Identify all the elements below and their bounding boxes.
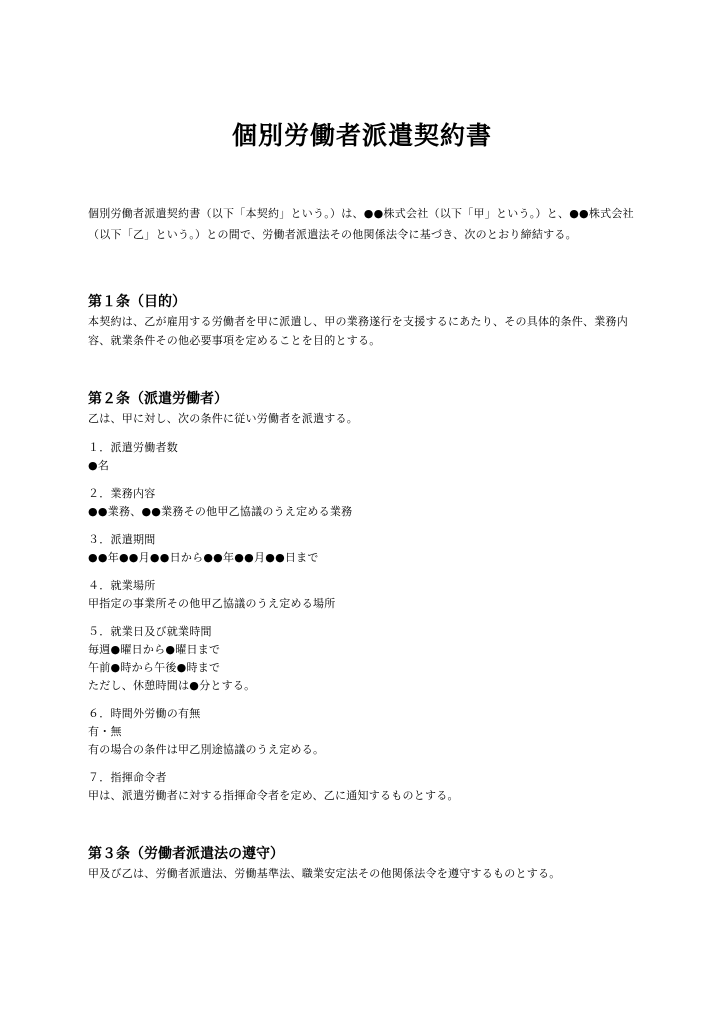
item-title: ３．派遣期間 [88,533,156,546]
item-line: ●●年●●月●●日から●●年●●月●●日まで [88,551,319,564]
article-3-body: 甲及び乙は、労働者派遣法、労働基準法、職業安定法その他関係法令を遵守するものとする。 [88,867,561,880]
item-title: ５．就業日及び就業時間 [88,625,212,638]
item-line: 毎週●曜日から●曜日まで [88,643,221,656]
item-title: ２．業務内容 [88,487,156,500]
article-2-item-7 [88,769,636,805]
item-line: 有・無 [88,725,122,738]
article-2-heading: 第２条（派遣労働者） [88,391,228,407]
article-2-item-1 [88,439,636,475]
item-line: ただし、休憩時間は●分とする。 [88,679,256,692]
item-line: 午前●時から午後●時まで [88,661,221,674]
item-line: 甲指定の事業所その他甲乙協議のうえ定める場所 [88,597,336,610]
document-title: 個別労働者派遣契約書 [231,121,492,150]
article-1-heading: 第１条（目的） [88,294,186,310]
item-line: ●●業務、●●業務その他甲乙協議のうえ定める業務 [88,505,353,518]
article-2-body: 乙は、甲に対し、次の条件に従い労働者を派遣する。 [88,412,358,425]
article-2-item-4 [88,577,636,613]
article-3 [88,844,636,883]
article-2 [88,389,636,805]
article-2-item-5 [88,623,636,695]
intro-paragraph: 個別労働者派遣契約書（以下「本契約」という。）は、●●株式会社（以下「甲」という。）と、●●株式会社（以下「乙」という。）との間で、労働者派遣法その他関係法令に基づき、次のとおり締結する。 [88,207,634,241]
item-title: １．派遣労働者数 [88,441,178,454]
article-1 [88,292,636,350]
article-2-item-6 [88,705,636,759]
item-title: ４．就業場所 [88,579,156,592]
item-title: ７．指揮命令者 [88,771,167,784]
item-line: 甲は、派遣労働者に対する指揮命令者を定め、乙に通知するものとする。 [88,789,459,802]
article-1-body: 本契約は、乙が雇用する労働者を甲に派遣し、甲の業務遂行を支援するにあたり、その具体的条件、業務内容、就業条件その他必要事項を定めることを目的とする。 [88,315,628,347]
item-title: ６．時間外労働の有無 [88,707,201,720]
item-line: 有の場合の条件は甲乙別途協議のうえ定める。 [88,743,325,756]
article-2-item-2 [88,485,636,521]
item-line: ●名 [88,459,110,472]
article-3-heading: 第３条（労働者派遣法の遵守） [88,846,284,862]
article-2-item-3 [88,531,636,567]
